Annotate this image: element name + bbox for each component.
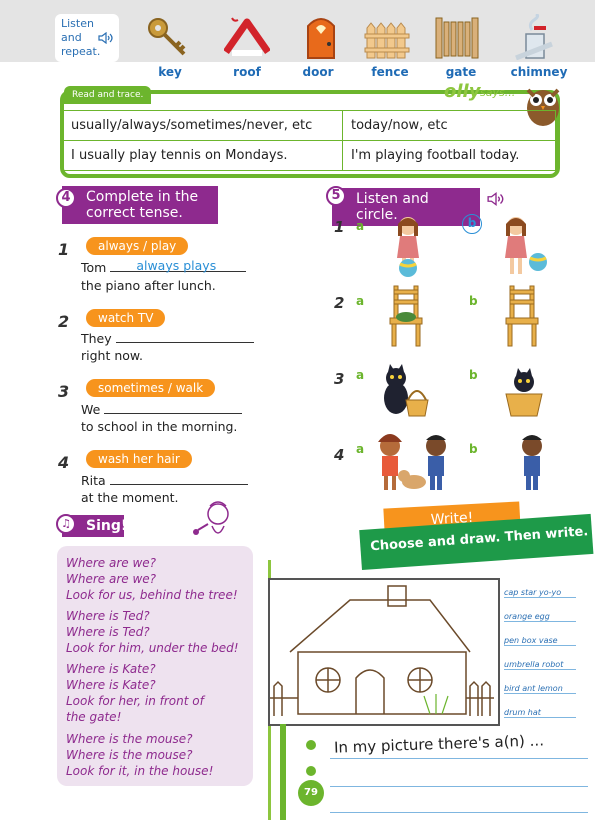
- exercise-4-title: [62, 186, 218, 224]
- word-choice: umbrella robot: [504, 660, 576, 670]
- option-b-circled[interactable]: b: [462, 214, 482, 234]
- song-line: Where is Ted?: [66, 625, 150, 639]
- option-b[interactable]: b: [469, 294, 478, 308]
- boy-icon: [512, 432, 552, 494]
- table-row: [63, 111, 556, 141]
- verb-cue: sometimes / walk: [86, 379, 215, 397]
- table-cell: I usually play tennis on Mondays.: [63, 141, 343, 171]
- sing-title-text: Sing!: [86, 518, 128, 534]
- writing-prompt: In my picture there's a(n) ...: [333, 731, 545, 757]
- olly-says-text: says...: [480, 86, 516, 99]
- answer-blank[interactable]: [116, 331, 254, 343]
- sentence-line: [81, 259, 246, 276]
- cat-beside-basket-icon: [380, 362, 430, 420]
- vocab-fence: fence: [371, 65, 409, 79]
- listen-row-number: 3: [334, 370, 345, 388]
- chimney-icon: [512, 14, 558, 60]
- song-line: the gate!: [66, 710, 122, 724]
- fence-icon: [364, 14, 410, 60]
- vocab-key: key: [158, 65, 182, 79]
- door-icon: [298, 14, 344, 60]
- listen-row-number: 2: [334, 294, 345, 312]
- song-line: Where is the mouse?: [66, 748, 193, 762]
- chair-icon: [500, 284, 544, 348]
- vocab-gate: gate: [445, 65, 477, 79]
- bullet-dot: [306, 766, 316, 776]
- song-line: Where is Kate?: [66, 662, 156, 676]
- sentence-subject: Tom: [81, 260, 107, 275]
- sentence-line: [81, 401, 242, 418]
- write-instruction-banner: Choose and draw. Then write.: [359, 514, 593, 570]
- olly-logo: olly: [444, 81, 481, 102]
- bullet-dot: [306, 740, 316, 750]
- music-note-icon: ♫: [56, 514, 76, 534]
- writing-line[interactable]: [330, 786, 588, 787]
- house-drawing: [270, 580, 498, 724]
- sentence-subject: They: [81, 331, 112, 346]
- answer-text: always plays: [136, 258, 217, 273]
- answer-blank[interactable]: [104, 402, 242, 414]
- sentence-rest: at the moment.: [81, 490, 179, 505]
- sentence-subject: Rita: [81, 473, 106, 488]
- answer-blank[interactable]: [110, 260, 246, 272]
- word-choice: pen box vase: [504, 636, 576, 646]
- option-a[interactable]: a: [356, 294, 365, 308]
- verb-cue: watch TV: [86, 309, 165, 327]
- song-line: Look for it, in the house!: [66, 764, 214, 778]
- vocab-roof: roof: [233, 65, 261, 79]
- exercise-5-number: 5: [326, 186, 346, 206]
- speaker-icon[interactable]: [98, 32, 114, 44]
- song-line: Look for her, in front of: [66, 694, 204, 708]
- song-line: Look for him, under the bed!: [66, 641, 239, 655]
- question-number: 2: [58, 312, 70, 331]
- sentence-subject: We: [81, 402, 101, 417]
- sentence-rest: to school in the morning.: [81, 419, 238, 434]
- title-line-2: correct tense.: [86, 205, 183, 221]
- word-choice: drum hat: [504, 708, 576, 718]
- table-cell: today/now, etc: [343, 111, 556, 141]
- read-and-trace-tab: Read and trace.: [64, 86, 151, 104]
- vocab-chimney: chimney: [510, 65, 568, 79]
- table-cell: I'm playing football today.: [343, 141, 556, 171]
- song-line: Look for us, behind the tree!: [66, 588, 238, 602]
- verb-cue: wash her hair: [86, 450, 192, 468]
- listen-row-number: 4: [334, 446, 345, 464]
- option-a[interactable]: a: [356, 368, 365, 382]
- option-b[interactable]: b: [469, 368, 478, 382]
- key-icon: [146, 14, 192, 60]
- song-line: Where is Ted?: [66, 609, 150, 623]
- option-b[interactable]: b: [469, 442, 478, 456]
- exercise-4-number: 4: [56, 188, 76, 208]
- singing-child-icon: [190, 500, 236, 546]
- roof-icon: [224, 14, 270, 60]
- and-text: and: [61, 31, 82, 44]
- word-choice: orange egg: [504, 612, 576, 622]
- vocab-door: door: [302, 65, 334, 79]
- sentence-rest: right now.: [81, 348, 143, 363]
- word-choice: bird ant lemon: [504, 684, 576, 694]
- sentence-rest: the piano after lunch.: [81, 278, 216, 293]
- notebook-margin: [280, 724, 286, 820]
- option-a[interactable]: a: [356, 219, 365, 233]
- drawing-area[interactable]: [268, 578, 500, 726]
- table-cell: usually/always/sometimes/never, etc: [63, 111, 343, 141]
- song-line: Where are we?: [66, 572, 157, 586]
- boy-girl-dog-icon: [372, 432, 462, 494]
- word-choice: cap star yo-yo: [504, 588, 576, 598]
- writing-line[interactable]: [330, 758, 588, 759]
- song-line: Where is Kate?: [66, 678, 156, 692]
- verb-cue: always / play: [86, 237, 188, 255]
- song-line: Where is the mouse?: [66, 732, 193, 746]
- listen-text: Listen: [61, 17, 94, 30]
- repeat-text: repeat.: [61, 45, 101, 58]
- listen-row-number: 1: [334, 218, 345, 236]
- cat-in-basket-icon: [498, 362, 548, 420]
- chair-with-object-icon: [384, 284, 428, 348]
- question-number: 3: [58, 382, 70, 401]
- title-text: Listen and circle.: [356, 191, 429, 223]
- gate-icon: [434, 14, 480, 60]
- girl-ball-beside-icon: [388, 214, 438, 278]
- page-number: 79: [298, 780, 324, 806]
- table-row: [63, 141, 556, 171]
- title-line-1: Complete in the: [86, 189, 199, 205]
- sentence-line: [81, 472, 248, 489]
- question-number: 4: [58, 453, 70, 472]
- grammar-table: [62, 110, 556, 171]
- writing-line[interactable]: [330, 812, 588, 813]
- song-line: Where are we?: [66, 556, 157, 570]
- question-number: 1: [58, 240, 70, 259]
- sentence-line: [81, 330, 254, 347]
- answer-blank[interactable]: [110, 473, 248, 485]
- option-a[interactable]: a: [356, 442, 365, 456]
- write-tab: Write!: [383, 501, 520, 536]
- speaker-icon[interactable]: [487, 192, 505, 206]
- girl-ball-beside-icon: [496, 214, 550, 278]
